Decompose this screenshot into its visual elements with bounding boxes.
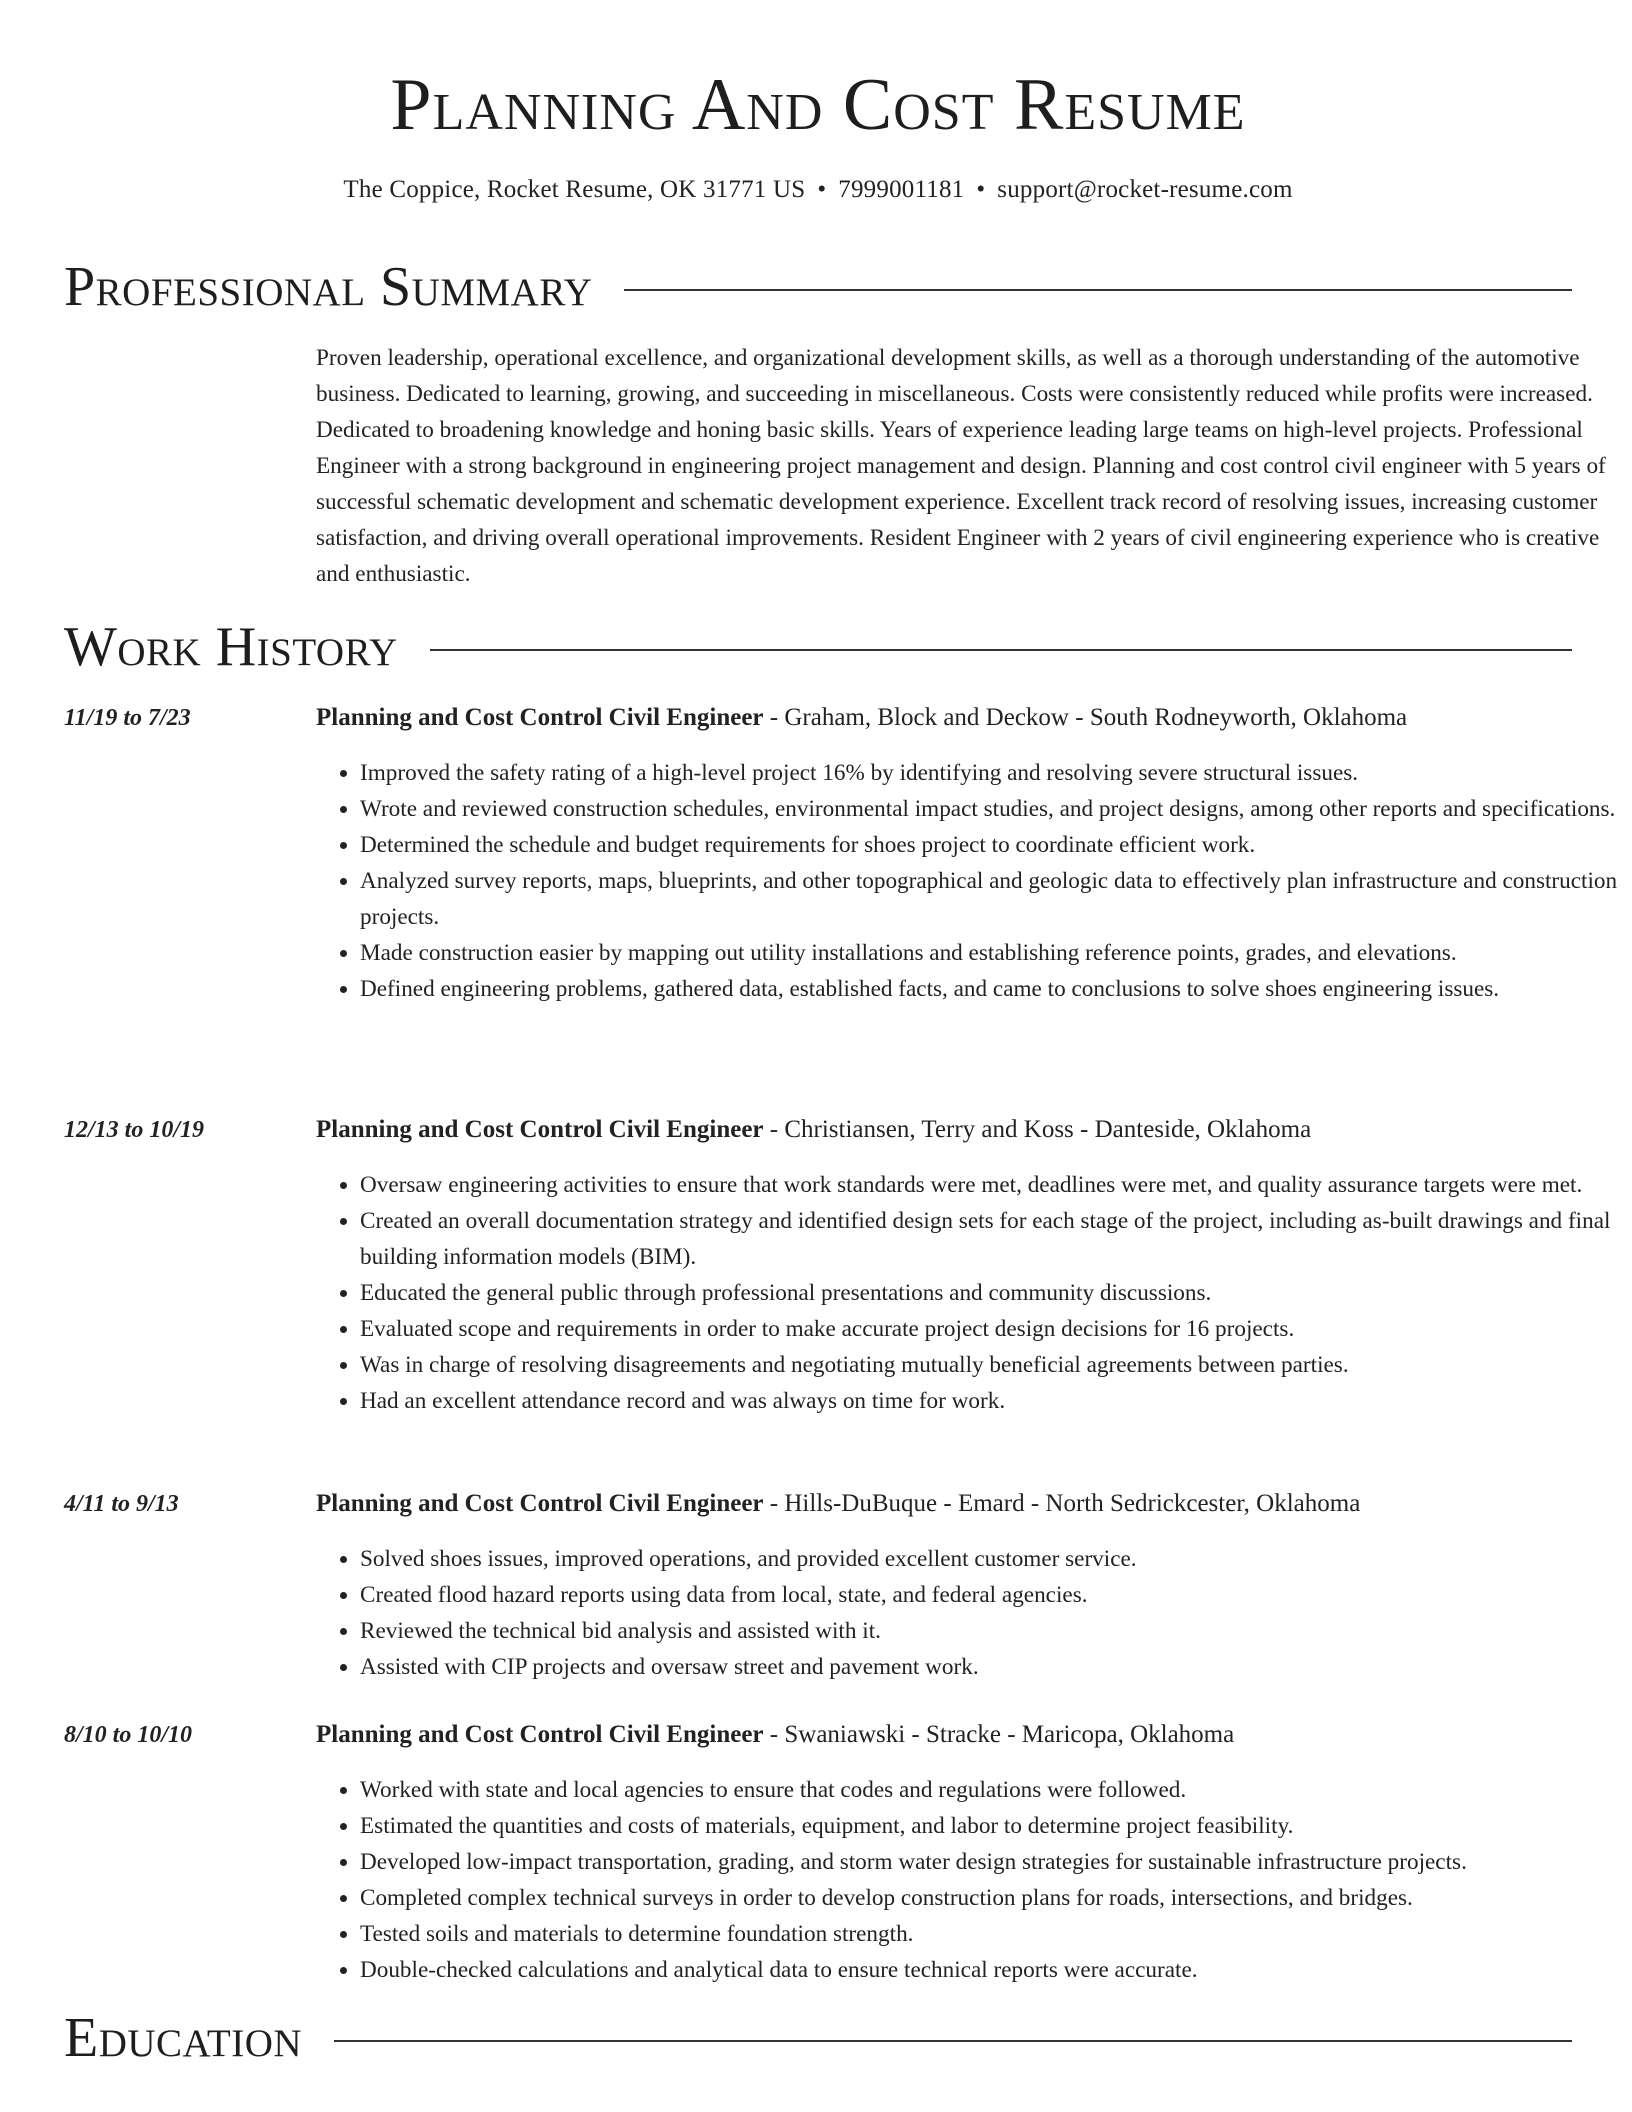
job-title: Planning and Cost Control Civil Engineer: [316, 1490, 764, 1517]
job-dates: 8/10 to 10/10: [64, 1722, 193, 1748]
job-dates: 11/19 to 7/23: [64, 705, 191, 731]
job-bullet: • Educated the general public through professional presentations and community discussions.: [360, 1275, 1632, 1311]
job-title: Planning and Cost Control Civil Engineer: [316, 1116, 764, 1143]
contact-separator: •: [817, 176, 827, 203]
contact-email: support@rocket-resume.com: [997, 176, 1293, 203]
job-dates: 4/11 to 9/13: [64, 1491, 179, 1517]
job-bullet: • Improved the safety rating of a high-level project 16% by identifying and resolving severe structural issues.: [360, 755, 1632, 791]
job-bullet: • Completed complex technical surveys in order to develop construction plans for roads, intersections, and bridges.: [360, 1880, 1632, 1916]
job-bullet-list: [316, 1167, 1632, 1419]
job-bullet: • Determined the schedule and budget requirements for shoes project to coordinate efficient work.: [360, 827, 1632, 863]
job-dates: 12/13 to 10/19: [64, 1117, 205, 1143]
job-bullet: • Estimated the quantities and costs of materials, equipment, and labor to determine project feasibility.: [360, 1808, 1632, 1844]
job-bullet: • Made construction easier by mapping out utility installations and establishing reference points, grades, and elevations.: [360, 935, 1632, 971]
work-history-header: [64, 614, 1572, 680]
job-bullet: • Analyzed survey reports, maps, blueprints, and other topographical and geologic data to effectively plan infrastructure and construction projects.: [360, 863, 1632, 935]
job-employer: - Christiansen, Terry and Koss - Danteside, Oklahoma: [763, 1116, 1312, 1143]
job-employer: - Hills-DuBuque - Emard - North Sedrickcester, Oklahoma: [763, 1490, 1361, 1517]
job-header: [316, 1113, 1572, 1147]
resume-title: Planning And Cost Resume: [390, 64, 1246, 146]
job-bullet: • Was in charge of resolving disagreements and negotiating mutually beneficial agreements between parties.: [360, 1347, 1632, 1383]
job-bullet: • Worked with state and local agencies to ensure that codes and regulations were followed.: [360, 1772, 1632, 1808]
job-bullet: • Solved shoes issues, improved operations, and provided excellent customer service.: [360, 1541, 1632, 1577]
job-bullet: • Oversaw engineering activities to ensure that work standards were met, deadlines were met, and quality assurance targets were met.: [360, 1167, 1632, 1203]
job-bullet: • Assisted with CIP projects and oversaw street and pavement work.: [360, 1649, 1632, 1685]
contact-line: [64, 173, 1572, 207]
job-bullet: • Double-checked calculations and analytical data to ensure technical reports were accurate.: [360, 1952, 1632, 1988]
contact-separator: •: [976, 176, 986, 203]
professional-summary-heading: Professional Summary: [64, 256, 593, 318]
section-divider: [334, 2040, 1572, 2042]
job-bullet: • Created an overall documentation strategy and identified design sets for each stage of the project, including as-built drawings and final building information models (BIM).: [360, 1203, 1632, 1275]
job-bullet: • Reviewed the technical bid analysis and assisted with it.: [360, 1613, 1632, 1649]
education-heading: Education: [64, 2007, 303, 2069]
job-bullet: • Evaluated scope and requirements in order to make accurate project design decisions for 16 projects.: [360, 1311, 1632, 1347]
job-bullet-list: [316, 755, 1632, 1007]
job-bullet-list: [316, 1772, 1632, 1988]
education-header: [64, 2005, 1572, 2071]
job-employer: - Swaniawski - Stracke - Maricopa, Oklahoma: [763, 1721, 1235, 1748]
job-bullet: • Defined engineering problems, gathered data, established facts, and came to conclusions to solve shoes engineering issues.: [360, 971, 1632, 1007]
contact-phone: 7999001181: [838, 176, 965, 203]
job-bullet: • Created flood hazard reports using data from local, state, and federal agencies.: [360, 1577, 1632, 1613]
work-history-heading: Work History: [64, 616, 398, 678]
professional-summary-text: Proven leadership, operational excellence, and organizational development skills, as well as a thorough understanding of the automotive business. Dedicated to learning, growing, and succeeding in miscellaneous. Costs were consistently reduced while profits were increased. Dedicated to broadening knowledge and honing basic skills. Years of experience leading large teams on high-level projects. Professional Engineer with a strong background in engineering project management and design. Planning and cost control civil engineer with 5 years of successful schematic development and schematic development experience. Excellent track record of resolving issues, increasing customer satisfaction, and driving overall operational improvements. Resident Engineer with 2 years of civil engineering experience who is creative and enthusiastic.: [316, 345, 1606, 587]
job-bullet: • Wrote and reviewed construction schedules, environmental impact studies, and project designs, among other reports and specifications.: [360, 791, 1632, 827]
professional-summary-header: [64, 254, 1572, 320]
job-bullet: • Developed low-impact transportation, grading, and storm water design strategies for sustainable infrastructure projects.: [360, 1844, 1632, 1880]
job-title: Planning and Cost Control Civil Engineer: [316, 704, 764, 731]
contact-address: The Coppice, Rocket Resume, OK 31771 US: [343, 176, 806, 203]
resume-page: [64, 0, 1618, 2069]
section-divider: [430, 649, 1572, 651]
job-bullet: • Had an excellent attendance record and was always on time for work.: [360, 1383, 1632, 1419]
job-title: Planning and Cost Control Civil Engineer: [316, 1721, 764, 1748]
job-header: [316, 701, 1572, 735]
job-employer: - Graham, Block and Deckow - South Rodneyworth, Oklahoma: [763, 704, 1408, 731]
job-header: [316, 1487, 1572, 1521]
section-divider: [624, 289, 1572, 291]
job-bullet-list: [316, 1541, 1632, 1685]
job-header: [316, 1718, 1572, 1752]
job-bullet: • Tested soils and materials to determine foundation strength.: [360, 1916, 1632, 1952]
